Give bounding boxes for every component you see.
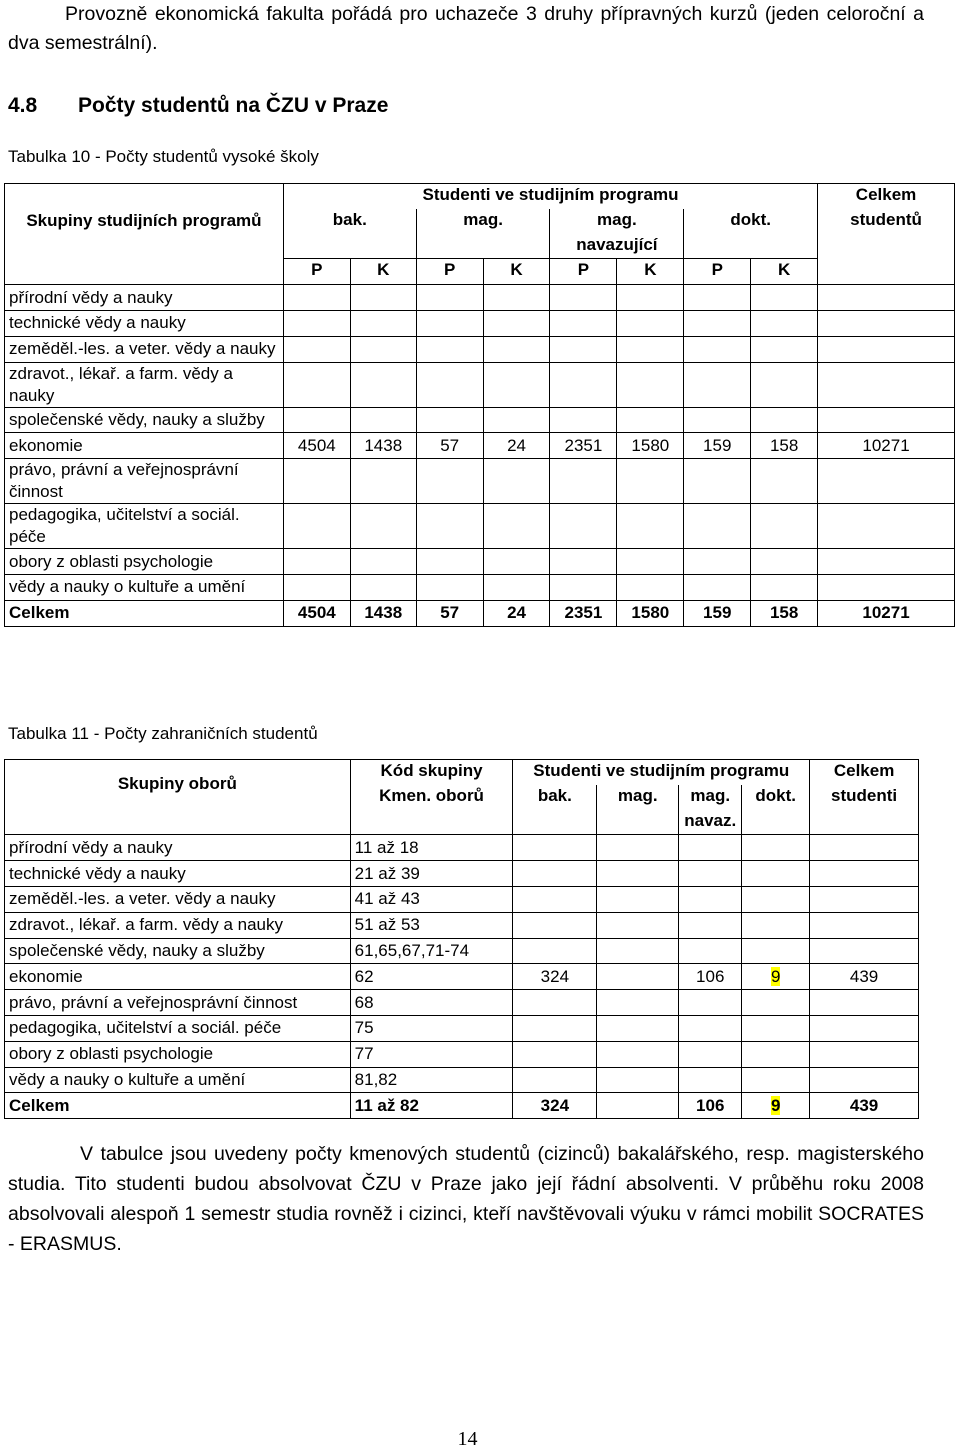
table10-header-bak: bak. [283,209,416,259]
table11-header-total-1: Celkem [810,760,919,785]
bak-cell [513,835,597,861]
table10-total-row [5,600,955,626]
bak-cell: 324 [513,1093,597,1119]
value-cell: 1580 [617,600,684,626]
value-cell: 1438 [350,600,416,626]
value-cell [684,459,751,504]
mag-cell [597,861,679,887]
value-cell [350,336,416,362]
table-row [5,990,919,1016]
value-cell [416,310,483,336]
table-row [5,336,955,362]
value-cell [684,310,751,336]
row-total-cell [818,549,955,575]
value-cell: 158 [751,433,818,459]
table11-header [5,760,919,835]
row-total-cell [818,459,955,504]
mag-cell [597,1041,679,1067]
row-label: ekonomie [5,433,284,459]
page-number: 14 [457,1428,478,1450]
value-cell [751,407,818,433]
value-cell [751,362,818,407]
row-total-cell: 10271 [818,600,955,626]
row-label: Celkem [5,600,284,626]
value-cell [483,285,550,311]
outro-text: V tabulce jsou uvedeny počty kmenových studentů (cizinců) bakalářského, resp. magisterského studia. Tito studenti budou absolvovat ČZU v Praze jako její řádní absolventi. V průběhu roku 2008 absolvovali alespoň 1 semestr studia rovněž i cizinci, kteří navštěvovali výuku v rámci mobilit SOCRATES - ERASMUS. [8,1143,924,1255]
table-row [5,459,955,504]
row-total-cell [810,1015,919,1041]
magnav-cell [679,938,742,964]
table-row [5,1067,919,1093]
value-cell [751,574,818,600]
row-label: technické vědy a nauky [5,861,351,887]
code-cell: 62 [350,964,513,990]
magnav-cell: 106 [679,964,742,990]
table-row [5,433,955,459]
value-cell [684,504,751,549]
value-cell [350,574,416,600]
row-total-cell [818,504,955,549]
outro-paragraph [8,1139,924,1259]
magnav-cell [679,1067,742,1093]
row-label: zeměděl.-les. a veter. vědy a nauky [5,336,284,362]
row-label: obory z oblasti psychologie [5,549,284,575]
section-title: Počty studentů na ČZU v Praze [78,94,389,117]
row-label: pedagogika, učitelství a sociál. péče [5,1015,351,1041]
value-cell [684,574,751,600]
value-cell [483,459,550,504]
row-label: společenské vědy, nauky a služby [5,407,284,433]
row-label: technické vědy a nauky [5,310,284,336]
value-cell [416,336,483,362]
table10-header-bak-k: K [350,259,416,285]
row-total-cell [810,990,919,1016]
bak-cell [513,861,597,887]
value-cell [283,336,350,362]
value-cell [617,459,684,504]
value-cell: 2351 [550,433,617,459]
row-total-cell [818,336,955,362]
value-cell [350,310,416,336]
table11-header-code-1: Kód skupiny [350,760,513,785]
row-total-cell: 439 [810,964,919,990]
table11-header-bak: bak. [513,785,597,835]
magnav-cell [679,861,742,887]
table11-header-dokt: dokt. [742,785,810,835]
mag-cell [597,938,679,964]
value-cell [416,285,483,311]
value-cell [283,549,350,575]
table10-header-magnav-1: mag. [550,209,684,234]
value-cell: 158 [751,600,818,626]
value-cell [350,549,416,575]
bak-cell [513,912,597,938]
value-cell [483,504,550,549]
section-number: 4.8 [8,94,38,117]
value-cell [283,285,350,311]
value-cell [617,504,684,549]
value-cell [550,310,617,336]
row-label: Celkem [5,1093,351,1119]
magnav-cell [679,990,742,1016]
intro-paragraph [8,0,924,58]
dokt-value: 9 [770,1095,781,1115]
value-cell [684,285,751,311]
table11-header-magnav-1: mag. [679,785,742,810]
mag-cell [597,835,679,861]
bak-cell: 324 [513,964,597,990]
dokt-cell [742,835,810,861]
table-row [5,835,919,861]
mag-cell [597,1067,679,1093]
code-cell: 77 [350,1041,513,1067]
value-cell: 2351 [550,600,617,626]
value-cell [684,362,751,407]
row-label: přírodní vědy a nauky [5,285,284,311]
table-row [5,504,955,549]
value-cell [416,504,483,549]
table10-header-group: Skupiny studijních programů [5,184,284,285]
row-total-cell [810,835,919,861]
intro-text: Provozně ekonomická fakulta pořádá pro uchazeče 3 druhy přípravných kurzů (jeden celoroční a dva semestrální). [8,3,924,54]
mag-cell [597,886,679,912]
dokt-cell [742,886,810,912]
value-cell [684,549,751,575]
value-cell [617,407,684,433]
row-label: přírodní vědy a nauky [5,835,351,861]
table-row [5,964,919,990]
section-heading [8,92,388,120]
value-cell [283,459,350,504]
table10-header-magnav-p: P [550,259,617,285]
row-total-cell [818,285,955,311]
code-cell: 21 až 39 [350,861,513,887]
table10-header-mag: mag. [416,209,550,259]
table10-header-total-2: studentů [818,209,955,234]
table10-header-magnav-k: K [617,259,684,285]
bak-cell [513,1041,597,1067]
value-cell [350,459,416,504]
value-cell [550,407,617,433]
value-cell [283,504,350,549]
value-cell [550,285,617,311]
mag-cell [597,912,679,938]
row-total-cell [810,938,919,964]
table10-header-program: Studenti ve studijním programu [283,184,817,209]
code-cell: 11 až 18 [350,835,513,861]
row-total-cell: 439 [810,1093,919,1119]
table10-header-total-blank [818,234,955,259]
code-cell: 68 [350,990,513,1016]
value-cell [416,362,483,407]
table11 [4,759,919,1119]
dokt-cell [742,1015,810,1041]
table-row [5,310,955,336]
magnav-cell [679,912,742,938]
dokt-cell [742,861,810,887]
dokt-cell [742,964,810,990]
mag-cell [597,1093,679,1119]
table11-caption: Tabulka 11 - Počty zahraničních studentů [8,724,318,743]
value-cell [550,336,617,362]
table10-header-total-blank-2 [818,259,955,285]
value-cell [283,574,350,600]
bak-cell [513,1067,597,1093]
dokt-value: 9 [770,966,781,986]
mag-cell [597,964,679,990]
table-row [5,1041,919,1067]
table11-header-total-2: studenti [810,785,919,835]
value-cell: 57 [416,600,483,626]
code-cell: 75 [350,1015,513,1041]
table10-header-mag-p: P [416,259,483,285]
value-cell [550,362,617,407]
value-cell [283,310,350,336]
row-total-cell [818,574,955,600]
value-cell [617,285,684,311]
code-cell: 81,82 [350,1067,513,1093]
table11-body [5,835,919,1119]
value-cell [751,310,818,336]
code-cell: 51 až 53 [350,912,513,938]
value-cell [483,310,550,336]
dokt-cell [742,1067,810,1093]
value-cell [617,310,684,336]
table11-total-row [5,1093,919,1119]
value-cell [684,336,751,362]
value-cell [350,407,416,433]
value-cell [550,504,617,549]
table10-caption: Tabulka 10 - Počty studentů vysoké školy [8,147,319,166]
row-label: zeměděl.-les. a veter. vědy a nauky [5,886,351,912]
value-cell: 159 [684,433,751,459]
row-total-cell [818,310,955,336]
value-cell [684,407,751,433]
table10-header-dokt-k: K [751,259,818,285]
dokt-cell [742,938,810,964]
value-cell [283,362,350,407]
value-cell [617,574,684,600]
row-label: pedagogika, učitelství a sociál. péče [5,504,284,549]
magnav-cell [679,1041,742,1067]
dokt-cell [742,1041,810,1067]
value-cell [617,336,684,362]
value-cell [350,504,416,549]
table-row [5,912,919,938]
table11-header-program: Studenti ve studijním programu [513,760,810,785]
magnav-cell [679,886,742,912]
value-cell [617,549,684,575]
dokt-cell [742,912,810,938]
table-row [5,861,919,887]
table-row [5,407,955,433]
table-row [5,938,919,964]
bak-cell [513,1015,597,1041]
value-cell [483,574,550,600]
row-label: zdravot., lékař. a farm. vědy a nauky [5,362,284,407]
value-cell: 24 [483,600,550,626]
table-row [5,574,955,600]
row-total-cell [818,407,955,433]
row-total-cell [810,886,919,912]
value-cell [550,459,617,504]
row-total-cell [810,912,919,938]
magnav-cell [679,1015,742,1041]
mag-cell [597,990,679,1016]
value-cell [483,362,550,407]
value-cell [751,459,818,504]
row-total-cell [810,1067,919,1093]
table-row [5,886,919,912]
value-cell [751,336,818,362]
row-label: zdravot., lékař. a farm. vědy a nauky [5,912,351,938]
table10-header [5,184,955,285]
dokt-cell [742,1093,810,1119]
value-cell [483,549,550,575]
value-cell [751,549,818,575]
code-cell: 11 až 82 [350,1093,513,1119]
row-label: právo, právní a veřejnosprávní činnost [5,459,284,504]
row-label: společenské vědy, nauky a služby [5,938,351,964]
table10-header-bak-p: P [283,259,350,285]
value-cell [751,285,818,311]
bak-cell [513,886,597,912]
table10-body [5,285,955,626]
table11-header-code-2: Kmen. oborů [350,785,513,835]
bak-cell [513,990,597,1016]
row-label: právo, právní a veřejnosprávní činnost [5,990,351,1016]
row-label: vědy a nauky o kultuře a umění [5,1067,351,1093]
value-cell: 57 [416,433,483,459]
row-total-cell [810,861,919,887]
table10-header-mag-k: K [483,259,550,285]
value-cell [483,407,550,433]
value-cell [350,362,416,407]
table11-header-magnav-2: navaz. [679,810,742,835]
table11-header-group: Skupiny oborů [5,760,351,835]
table-row [5,549,955,575]
row-total-cell: 10271 [818,433,955,459]
value-cell [751,504,818,549]
value-cell [416,574,483,600]
value-cell [617,362,684,407]
table10 [4,183,955,627]
value-cell [416,459,483,504]
value-cell: 24 [483,433,550,459]
value-cell: 4504 [283,433,350,459]
value-cell [416,549,483,575]
magnav-cell: 106 [679,1093,742,1119]
dokt-cell [742,990,810,1016]
row-label: vědy a nauky o kultuře a umění [5,574,284,600]
value-cell: 1580 [617,433,684,459]
value-cell [550,549,617,575]
row-label: obory z oblasti psychologie [5,1041,351,1067]
code-cell: 41 až 43 [350,886,513,912]
bak-cell [513,938,597,964]
value-cell: 1438 [350,433,416,459]
value-cell [483,336,550,362]
table10-header-total-1: Celkem [818,184,955,209]
value-cell [350,285,416,311]
magnav-cell [679,835,742,861]
table10-header-dokt-p: P [684,259,751,285]
mag-cell [597,1015,679,1041]
value-cell: 4504 [283,600,350,626]
table10-header-magnav-2: navazující [550,234,684,259]
table11-header-mag: mag. [597,785,679,835]
row-total-cell [810,1041,919,1067]
value-cell [550,574,617,600]
table-row [5,362,955,407]
table-row [5,1015,919,1041]
row-label: ekonomie [5,964,351,990]
value-cell: 159 [684,600,751,626]
code-cell: 61,65,67,71-74 [350,938,513,964]
table10-header-dokt: dokt. [684,209,818,259]
row-total-cell [818,362,955,407]
value-cell [416,407,483,433]
table-row [5,285,955,311]
value-cell [283,407,350,433]
